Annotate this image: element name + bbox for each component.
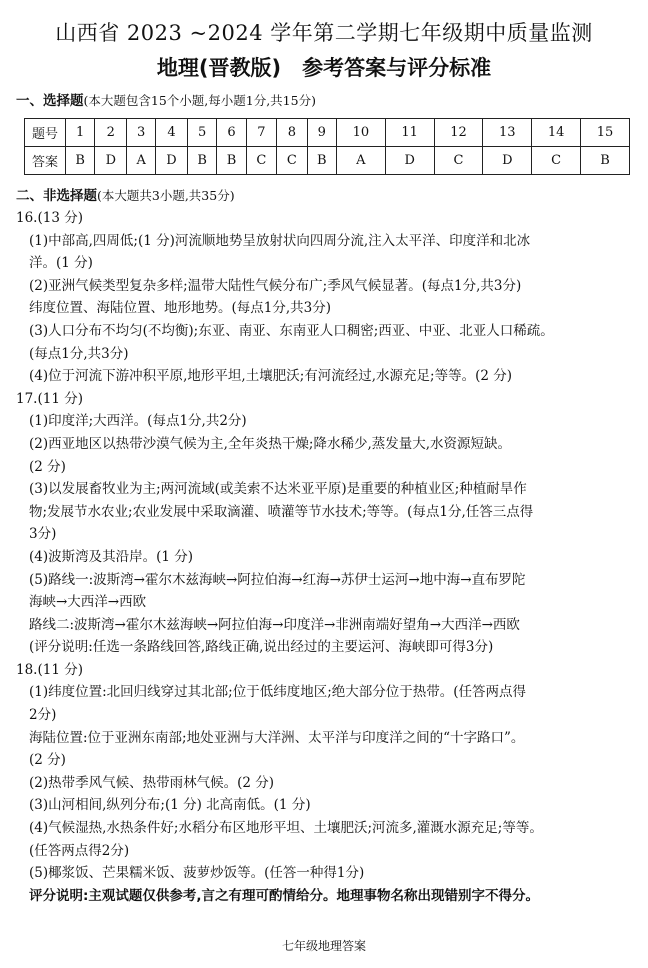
question-header: 18.(11 分)	[16, 661, 83, 678]
question-number: 14	[532, 119, 581, 147]
answer-line: (1)中部高,四周低;(1 分)河流顺地势呈放射状向四周分流,注入太平洋、印度洋和北冰	[29, 232, 531, 249]
answer-line: (4)位于河流下游冲积平原,地形平坦,土壤肥沃;有河流经过,水源充足;等等。(2 分)	[29, 368, 513, 385]
answer-cell: C	[246, 147, 276, 175]
question-number: 11	[385, 119, 434, 147]
question-number: 7	[246, 119, 276, 147]
question-number: 6	[217, 119, 246, 147]
question-number: 12	[434, 119, 483, 147]
section2-title: 二、非选择题	[16, 188, 97, 204]
question-16	[16, 207, 632, 388]
answer-cell: D	[156, 147, 188, 175]
question-number: 4	[156, 119, 188, 147]
section1-heading	[16, 90, 632, 112]
answer-cell: D	[95, 147, 127, 175]
answer-line: (3)以发展畜牧业为主;两河流域(或美索不达米亚平原)是重要的种植业区;种植耐旱作	[29, 481, 527, 498]
answer-cell: B	[66, 147, 95, 175]
answer-row	[25, 147, 630, 175]
question-header: 17.(11 分)	[16, 390, 83, 407]
answer-line: (2 分)	[29, 458, 66, 475]
answer-line: (4)气候湿热,水热条件好;水稻分布区地形平坦、土壤肥沃;河流多,灌溉水源充足;等等。	[29, 820, 543, 837]
scoring-note: 评分说明:主观试题仅供参考,言之有理可酌情给分。地理事物名称出现错别字不得分。	[29, 887, 540, 904]
answer-line: (2)热带季风气候、热带雨林气候。(2 分)	[29, 774, 275, 791]
answer-cell: B	[581, 147, 630, 175]
answer-cell: B	[187, 147, 216, 175]
page-title: 山西省 2023 ~2024 学年第二学期七年级期中质量监测	[55, 21, 593, 45]
answer-cell: B	[217, 147, 246, 175]
answer-line: (2)西亚地区以热带沙漠气候为主,全年炎热干燥;降水稀少,蒸发量大,水资源短缺。	[29, 435, 512, 452]
answer-line: (5)路线一:波斯湾→霍尔木兹海峡→阿拉伯海→红海→苏伊士运河→地中海→直布罗陀	[29, 571, 526, 588]
question-number: 15	[581, 119, 630, 147]
answer-line: 物;发展节水农业;农业发展中采取滴灌、喷灌等节水技术;等等。(每点1分,任答三点得	[29, 503, 534, 520]
question-number: 5	[187, 119, 216, 147]
answer-line: 海陆位置:位于亚洲东南部;地处亚洲与大洋洲、太平洋与印度洋之间的“十字路口”。	[29, 729, 525, 746]
answer-line: (1)纬度位置:北回归线穿过其北部;位于低纬度地区;绝大部分位于热带。(任答两点得	[29, 684, 527, 701]
question-17	[16, 388, 632, 659]
answer-cell: D	[385, 147, 434, 175]
question-number: 9	[307, 119, 336, 147]
answer-line: (任答两点得2分)	[29, 842, 130, 859]
answer-line: (2)亚洲气候类型复杂多样;温带大陆性气候分布广;季风气候显著。(每点1分,共3分)	[29, 277, 522, 294]
question-number: 2	[95, 119, 127, 147]
answer-line: (3)山河相间,纵列分布;(1 分) 北高南低。(1 分)	[29, 797, 311, 814]
answer-cell: B	[307, 147, 336, 175]
answer-line: 海峡→大西洋→西欧	[29, 594, 147, 611]
row-label-answer: 答案	[25, 147, 66, 175]
answer-line: 路线二:波斯湾→霍尔木兹海峡→阿拉伯海→印度洋→非洲南端好望角→大西洋→西欧	[29, 616, 520, 633]
section1-note: (本大题包含15个小题,每小题1分,共15分)	[83, 93, 316, 108]
question-header: 16.(13 分)	[16, 210, 83, 226]
question-number: 8	[277, 119, 307, 147]
answer-cell: C	[434, 147, 483, 175]
question-18	[16, 659, 632, 885]
answer-line: (3)人口分布不均匀(不均衡);东亚、南亚、东南亚人口稠密;西亚、中亚、北亚人口稀疏。	[29, 322, 554, 339]
answer-table	[24, 118, 630, 175]
answer-line: 2分)	[29, 707, 57, 724]
answer-line: (每点1分,共3分)	[29, 345, 129, 362]
section1-title: 一、选择题	[16, 93, 84, 109]
page-subtitle: 地理(晋教版) 参考答案与评分标准	[156, 56, 492, 80]
answer-line: 纬度位置、海陆位置、地形地势。(每点1分,共3分)	[29, 300, 332, 317]
question-number: 3	[127, 119, 156, 147]
answer-line: 洋。(1 分)	[29, 255, 93, 272]
question-number: 13	[483, 119, 532, 147]
answer-line: (5)椰浆饭、芒果糯米饭、菠萝炒饭等。(任答一种得1分)	[29, 865, 365, 882]
question-number: 10	[336, 119, 385, 147]
section2-note: (本大题共3小题,共35分)	[97, 188, 235, 203]
question-number: 1	[66, 119, 95, 147]
row-label-question: 题号	[25, 119, 66, 147]
answer-cell: C	[532, 147, 581, 175]
answer-line: (2 分)	[29, 752, 66, 769]
answer-cell: D	[483, 147, 532, 175]
answer-line: (1)印度洋;大西洋。(每点1分,共2分)	[29, 413, 247, 430]
section2-heading	[16, 185, 632, 207]
answer-cell: A	[336, 147, 385, 175]
answer-line: 3分)	[29, 526, 57, 543]
scoring-explanation: (评分说明:任选一条路线回答,路线正确,说出经过的主要运河、海峡即可得3分)	[29, 639, 494, 656]
answer-cell: A	[127, 147, 156, 175]
question-number-row	[25, 119, 630, 147]
answer-line: (4)波斯湾及其沿岸。(1 分)	[29, 548, 194, 565]
page-footer: 七年级地理答案	[281, 939, 366, 953]
answer-cell: C	[277, 147, 307, 175]
